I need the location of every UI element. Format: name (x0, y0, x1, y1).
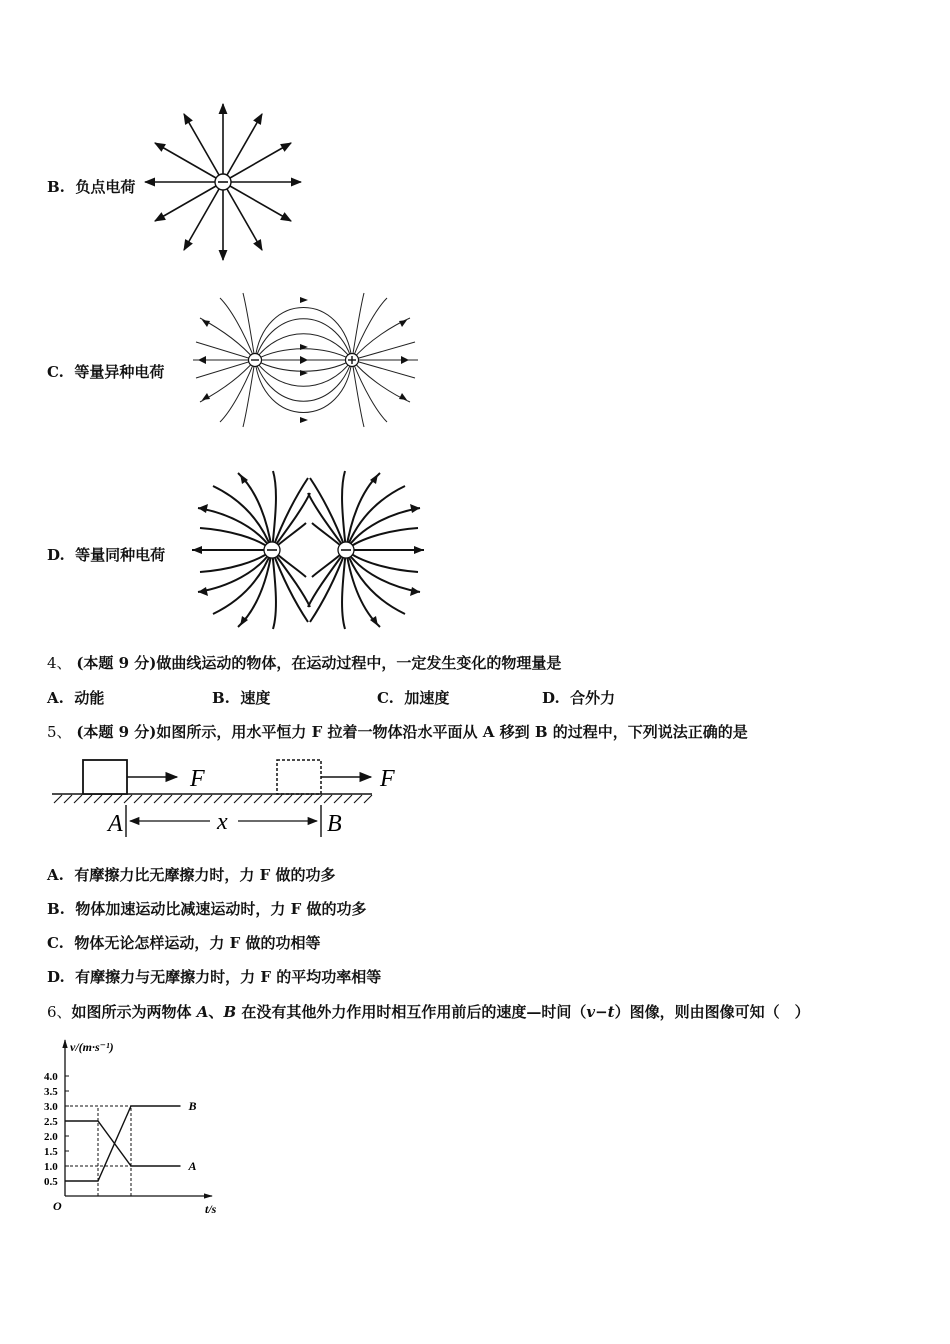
option-letter: A. (47, 866, 64, 884)
y-tick-label: 1.0 (44, 1161, 58, 1173)
ground-hatching (54, 795, 372, 803)
question-5-stem (47, 721, 748, 742)
like-charges-figure (188, 468, 428, 630)
option-symbol: F (260, 968, 272, 986)
option-c-row[interactable] (47, 361, 164, 382)
stem-symbol: B (223, 1003, 237, 1021)
question-number: 4、 (47, 654, 72, 672)
y-tick-label: 4.0 (44, 1071, 58, 1083)
force-label: F (380, 766, 395, 792)
question-4-stem (47, 652, 561, 673)
series-line-A (65, 1121, 181, 1166)
q4-option-a[interactable] (47, 687, 104, 708)
option-letter: B. (47, 178, 65, 196)
point-b-label: B (327, 811, 342, 837)
stem-part: 拉着一物体沿水平面从 (322, 723, 483, 741)
question-number: 5、 (47, 723, 72, 741)
series-label-B: B (188, 1099, 197, 1113)
option-text: 的平均功率相等 (271, 968, 382, 986)
q4-option-d[interactable] (542, 687, 615, 708)
y-axis-label: v/(m·s⁻¹) (70, 1040, 114, 1054)
q5-option-a[interactable] (47, 864, 335, 885)
series-label-A: A (188, 1159, 197, 1173)
option-text: 速度 (240, 689, 271, 707)
option-text: 做的功相等 (240, 934, 321, 952)
option-letter: B. (212, 689, 230, 707)
y-tick-label: 3.5 (44, 1086, 58, 1098)
option-text: 合外力 (570, 689, 616, 707)
option-text: 有摩擦力比无摩擦力时，力 (74, 866, 260, 884)
block-end (277, 760, 321, 794)
stem-part: 的过程中，下列说法正确的是 (547, 723, 748, 741)
y-tick-label: 0.5 (44, 1176, 58, 1188)
option-letter: D. (47, 546, 65, 564)
question-tag: (本题 9 分) (76, 723, 157, 741)
option-letter: D. (542, 689, 560, 707)
y-tick-label: 1.5 (44, 1146, 58, 1158)
option-text: 负点电荷 (75, 178, 136, 196)
origin-label: O (53, 1199, 62, 1213)
distance-label: x (217, 809, 228, 835)
option-text: 加速度 (404, 689, 450, 707)
option-letter: C. (47, 363, 64, 381)
series-labels (188, 1099, 197, 1173)
q4-option-c[interactable] (377, 687, 449, 708)
series-line-B (65, 1106, 181, 1181)
option-b-row[interactable] (47, 176, 135, 197)
option-symbol: F (290, 900, 302, 918)
q5-option-c[interactable] (47, 932, 320, 953)
stem-part: 移到 (494, 723, 535, 741)
option-letter: B. (47, 900, 65, 918)
stem-symbol: F (311, 723, 323, 741)
option-symbol: F (259, 866, 271, 884)
force-label: F (190, 766, 205, 792)
stem-symbol: A (196, 1003, 209, 1021)
stem-part: 在没有其他外力作用时相互作用前后的速度—时间（ (236, 1003, 587, 1021)
stem-part: 如图所示，用水平恒力 (156, 723, 312, 741)
question-text: 做曲线运动的物体，在运动过程中，一定发生变化的物理量是 (156, 654, 562, 672)
q4-option-b[interactable] (212, 687, 270, 708)
option-text: 动能 (74, 689, 105, 707)
option-d-row[interactable] (47, 544, 165, 565)
option-text: 物体加速运动比减速运动时，力 (75, 900, 291, 918)
stem-part: ）图像，则由图像可知（ ） (614, 1003, 810, 1021)
stem-part: 如图所示为两物体 (71, 1003, 197, 1021)
negative-point-charge-figure (140, 95, 310, 270)
y-tick-label: 2.0 (44, 1131, 58, 1143)
option-letter: D. (47, 968, 65, 986)
q5-option-b[interactable] (47, 898, 366, 919)
question-number: 6、 (47, 1003, 72, 1021)
option-text: 有摩擦力与无摩擦力时，力 (75, 968, 261, 986)
y-tick-label: 2.5 (44, 1116, 58, 1128)
question-6-stem (47, 1001, 810, 1022)
y-tick-label: 3.0 (44, 1101, 58, 1113)
option-letter: A. (47, 689, 64, 707)
series-lines (65, 1106, 181, 1181)
stem-symbol: v−t (586, 1003, 615, 1021)
q5-option-d[interactable] (47, 966, 381, 987)
option-text: 等量同种电荷 (75, 546, 166, 564)
opposite-charges-figure (188, 290, 423, 430)
option-letter: C. (47, 934, 64, 952)
velocity-time-chart (40, 1035, 240, 1220)
option-text: 等量异种电荷 (74, 363, 165, 381)
block-start (83, 760, 127, 794)
question-tag: (本题 9 分) (76, 654, 157, 672)
stem-symbol: B (534, 723, 548, 741)
option-letter: C. (377, 689, 394, 707)
force-diagram (50, 755, 410, 845)
option-text: 做的功多 (301, 900, 367, 918)
stem-symbol: A (482, 723, 495, 741)
option-text: 做的功多 (270, 866, 336, 884)
option-symbol: F (229, 934, 241, 952)
option-text: 物体无论怎样运动，力 (74, 934, 230, 952)
x-axis-label: t/s (205, 1202, 217, 1216)
point-a-label: A (108, 811, 123, 837)
stem-part: 、 (208, 1003, 224, 1021)
guide-lines (65, 1106, 131, 1196)
